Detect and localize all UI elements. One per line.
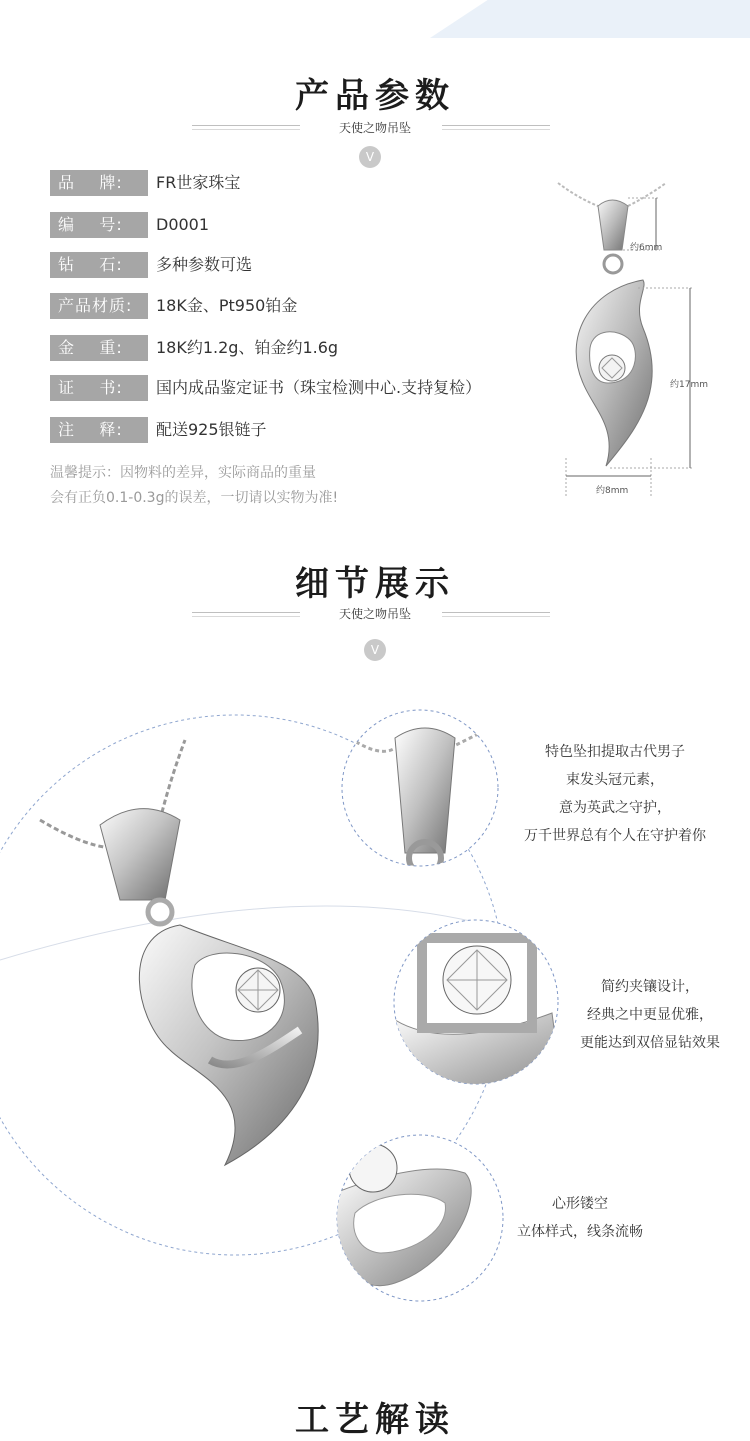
details-section-title: 细节展示	[295, 564, 455, 604]
param-value: 18K金、Pt950铂金	[156, 296, 298, 315]
reminder-line-2: 会有正负0.1-0.3g的误差，一切请以实物为准!	[50, 490, 339, 506]
reminder-line-1: 温馨提示：因物料的差异，实际商品的重量	[50, 465, 316, 481]
param-label: 钻 石:	[50, 252, 148, 278]
detail3-line2: 立体样式，线条流畅	[517, 1224, 643, 1240]
param-value: D0001	[156, 215, 210, 234]
diamond-icon	[236, 968, 280, 1012]
param-value: FR世家珠宝	[156, 173, 241, 192]
detail1-line2: 束发头冠元素，	[566, 772, 664, 788]
width-size-label: 约8mm	[596, 486, 629, 496]
details-section-subtitle: 天使之吻吊坠	[338, 607, 411, 621]
top-decorative-stripe	[430, 0, 750, 38]
params-section-title: 产品参数	[295, 76, 455, 116]
diamond-icon	[443, 946, 511, 1014]
param-label: 编 号:	[50, 212, 148, 238]
detail1-line1: 特色坠扣提取古代男子	[545, 744, 685, 760]
craft-section-title: 工艺解读	[295, 1400, 455, 1440]
detail1-line3: 意为英武之守护，	[559, 800, 671, 816]
param-label: 证 书:	[50, 375, 148, 401]
param-label: 注 释:	[50, 417, 148, 443]
detail3-line1: 心形镂空	[552, 1196, 608, 1212]
detail2-line1: 简约夹镶设计，	[601, 979, 699, 995]
param-label: 品 牌:	[50, 170, 148, 196]
params-section-subtitle: 天使之吻吊坠	[338, 121, 411, 135]
param-value: 国内成品鉴定证书（珠宝检测中心.支持复检）	[156, 378, 482, 397]
pendant-dimension-diagram	[548, 178, 718, 503]
detail2-line2: 经典之中更显优雅，	[587, 1007, 713, 1023]
detail-circle-setting	[392, 918, 560, 1086]
height-size-label: 约17mm	[670, 380, 708, 390]
detail2-line3: 更能达到双倍显钻效果	[580, 1035, 720, 1051]
detail-circle-bail	[340, 708, 500, 868]
param-label: 金 重:	[50, 335, 148, 361]
param-label: 产品材质:	[50, 293, 148, 319]
param-value: 多种参数可选	[156, 255, 253, 274]
param-value: 配送925银链子	[156, 420, 267, 439]
bail-size-label: 约6mm	[630, 243, 663, 253]
chevron-down-icon: V	[359, 146, 381, 168]
chevron-down-icon: V	[364, 639, 386, 661]
detail1-line4: 万千世界总有个人在守护着你	[524, 828, 706, 844]
param-value: 18K约1.2g、铂金约1.6g	[156, 338, 339, 357]
detail-circle-heart	[335, 1133, 505, 1303]
diamond-icon	[599, 355, 625, 381]
